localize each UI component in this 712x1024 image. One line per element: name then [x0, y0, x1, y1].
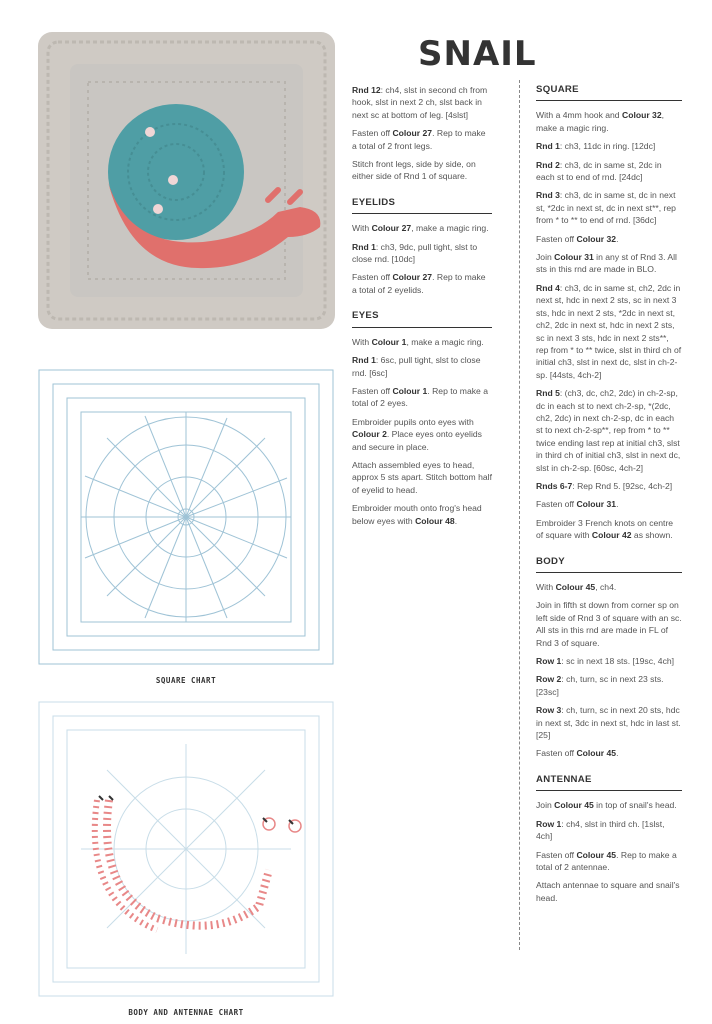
- body-antennae-chart: [37, 700, 335, 998]
- square-p3: Rnd 2: ch3, dc in same st, 2dc in each st to end of rnd. [24dc]: [536, 159, 662, 183]
- antennae-heading: ANTENNAE: [536, 774, 682, 791]
- square-p6: Join Colour 31 in any st of Rnd 3. All sts in this rnd are made in BLO.: [536, 252, 677, 275]
- body-p5: Row 3: ch, turn, sc in next 20 sts, hdc in next st, 3dc in next st, hdc in last st. [25]: [536, 705, 681, 741]
- square-p8: Rnd 5: (ch3, dc, ch2, 2dc) in ch-2-sp, dc in each st to next ch-2-sp, *(2dc, ch2, 2dc) in next ch-2-sp, dc in each st to next ch-2-sp**, rep from * to ** twice ending last rep at initial ch3, slst in third ch of initial ch3, slst in next dc, slst in ch-2-sp. [60sc, 4ch-2]: [536, 388, 681, 473]
- square-p7: Rnd 4: ch3, dc in same st, ch2, 2dc in next st, hdc in next 2 sts, sc in next 3 sts, hdc in next 2 sts, *2dc in next st, ch2, 2dc in next st, hdc in next 2 sts, sc in next 3 sts, hdc in next 2 sts**, rep from * to ** twice, slst in third ch of initial ch3, slst in next dc, slst in ch-2-sp. [44sts, 4ch-2]: [536, 282, 682, 380]
- body-antennae-chart-caption: BODY AND ANTENNAE CHART: [128, 1008, 244, 1017]
- square-heading: SQUARE: [536, 84, 682, 101]
- instructions-column-1: [352, 84, 492, 533]
- eyes-heading: EYES: [352, 310, 492, 327]
- square-chart-caption: SQUARE CHART: [155, 676, 217, 685]
- antennae-p4: Attach antennae to square and snail's head.: [536, 880, 680, 903]
- square-p5: Fasten off Colour 32.: [536, 233, 619, 244]
- body-heading: BODY: [536, 556, 682, 573]
- eyes-p3: Fasten off Colour 1. Rep to make a total of 2 eyes.: [352, 385, 488, 409]
- rnd12-text: Rnd 12: ch4, slst in second ch from hook, slst in next 2 ch, slst back in next sc at bottom of leg. [4slst]: [352, 85, 488, 120]
- body-p4: Row 2: ch, turn, sc in next 23 sts. [23sc]: [536, 674, 664, 697]
- eyes-p6: Embroider mouth onto frog's head below eyes with Colour 48.: [352, 503, 482, 526]
- square-p9: Rnds 6-7: Rep Rnd 5. [92sc, 4ch-2]: [536, 480, 673, 491]
- eyes-p4: Embroider pupils onto eyes with Colour 2. Place eyes onto eyelids and secure in place.: [352, 416, 482, 452]
- eyes-p5: Attach assembled eyes to head, approx 5 sts apart. Stitch bottom half of eyelid to head.: [352, 459, 492, 495]
- column-divider: [519, 80, 520, 950]
- stitch-legs-text: Stitch front legs, side by side, on either side of Rnd 1 of square.: [352, 159, 476, 182]
- square-p1: With a 4mm hook and Colour 32, make a magic ring.: [536, 110, 665, 133]
- eyelids-p2: Rnd 1: ch3, 9dc, pull tight, slst to close rnd. [10dc]: [352, 241, 478, 265]
- fasten-off-legs: Fasten off Colour 27. Rep to make a total of 2 front legs.: [352, 128, 486, 151]
- square-p4: Rnd 3: ch3, dc in same st, dc in next st, *2dc in next st, dc in next st**, rep from * to ** to end of rnd. [36dc]: [536, 190, 676, 226]
- instructions-column-2: [536, 84, 682, 910]
- eyes-p2: Rnd 1: 6sc, pull tight, slst to close rnd. [6sc]: [352, 355, 481, 378]
- snail-square-photo: [38, 32, 335, 329]
- square-p2: Rnd 1: ch3, 11dc in ring. [12dc]: [536, 141, 656, 152]
- square-p11: Embroider 3 French knots on centre of square with Colour 42 as shown.: [536, 517, 674, 541]
- square-chart: [37, 368, 335, 666]
- antennae-p2: Row 1: ch4, slst in third ch. [1slst, 4ch]: [536, 818, 665, 842]
- body-p1: With Colour 45, ch4.: [536, 582, 617, 592]
- eyelids-p1: With Colour 27, make a magic ring.: [352, 223, 489, 234]
- page-title: SNAIL: [418, 34, 537, 74]
- body-p3: Row 1: sc in next 18 sts. [19sc, 4ch]: [536, 656, 675, 667]
- eyes-p1: With Colour 1, make a magic ring.: [352, 336, 484, 347]
- square-p10: Fasten off Colour 31.: [536, 499, 619, 510]
- antennae-p3: Fasten off Colour 45. Rep to make a total of 2 antennae.: [536, 849, 677, 872]
- body-p2: Join in fifth st down from corner sp on left side of Rnd 3 of square with an sc. All sts in this rnd are made in FL of Rnd 3 of square.: [536, 600, 682, 648]
- body-p6: Fasten off Colour 45.: [536, 748, 619, 759]
- eyelids-heading: EYELIDS: [352, 197, 492, 214]
- eyelids-p3: Fasten off Colour 27. Rep to make a total of 2 eyelids.: [352, 272, 486, 295]
- antennae-p1: Join Colour 45 in top of snail's head.: [536, 800, 677, 811]
